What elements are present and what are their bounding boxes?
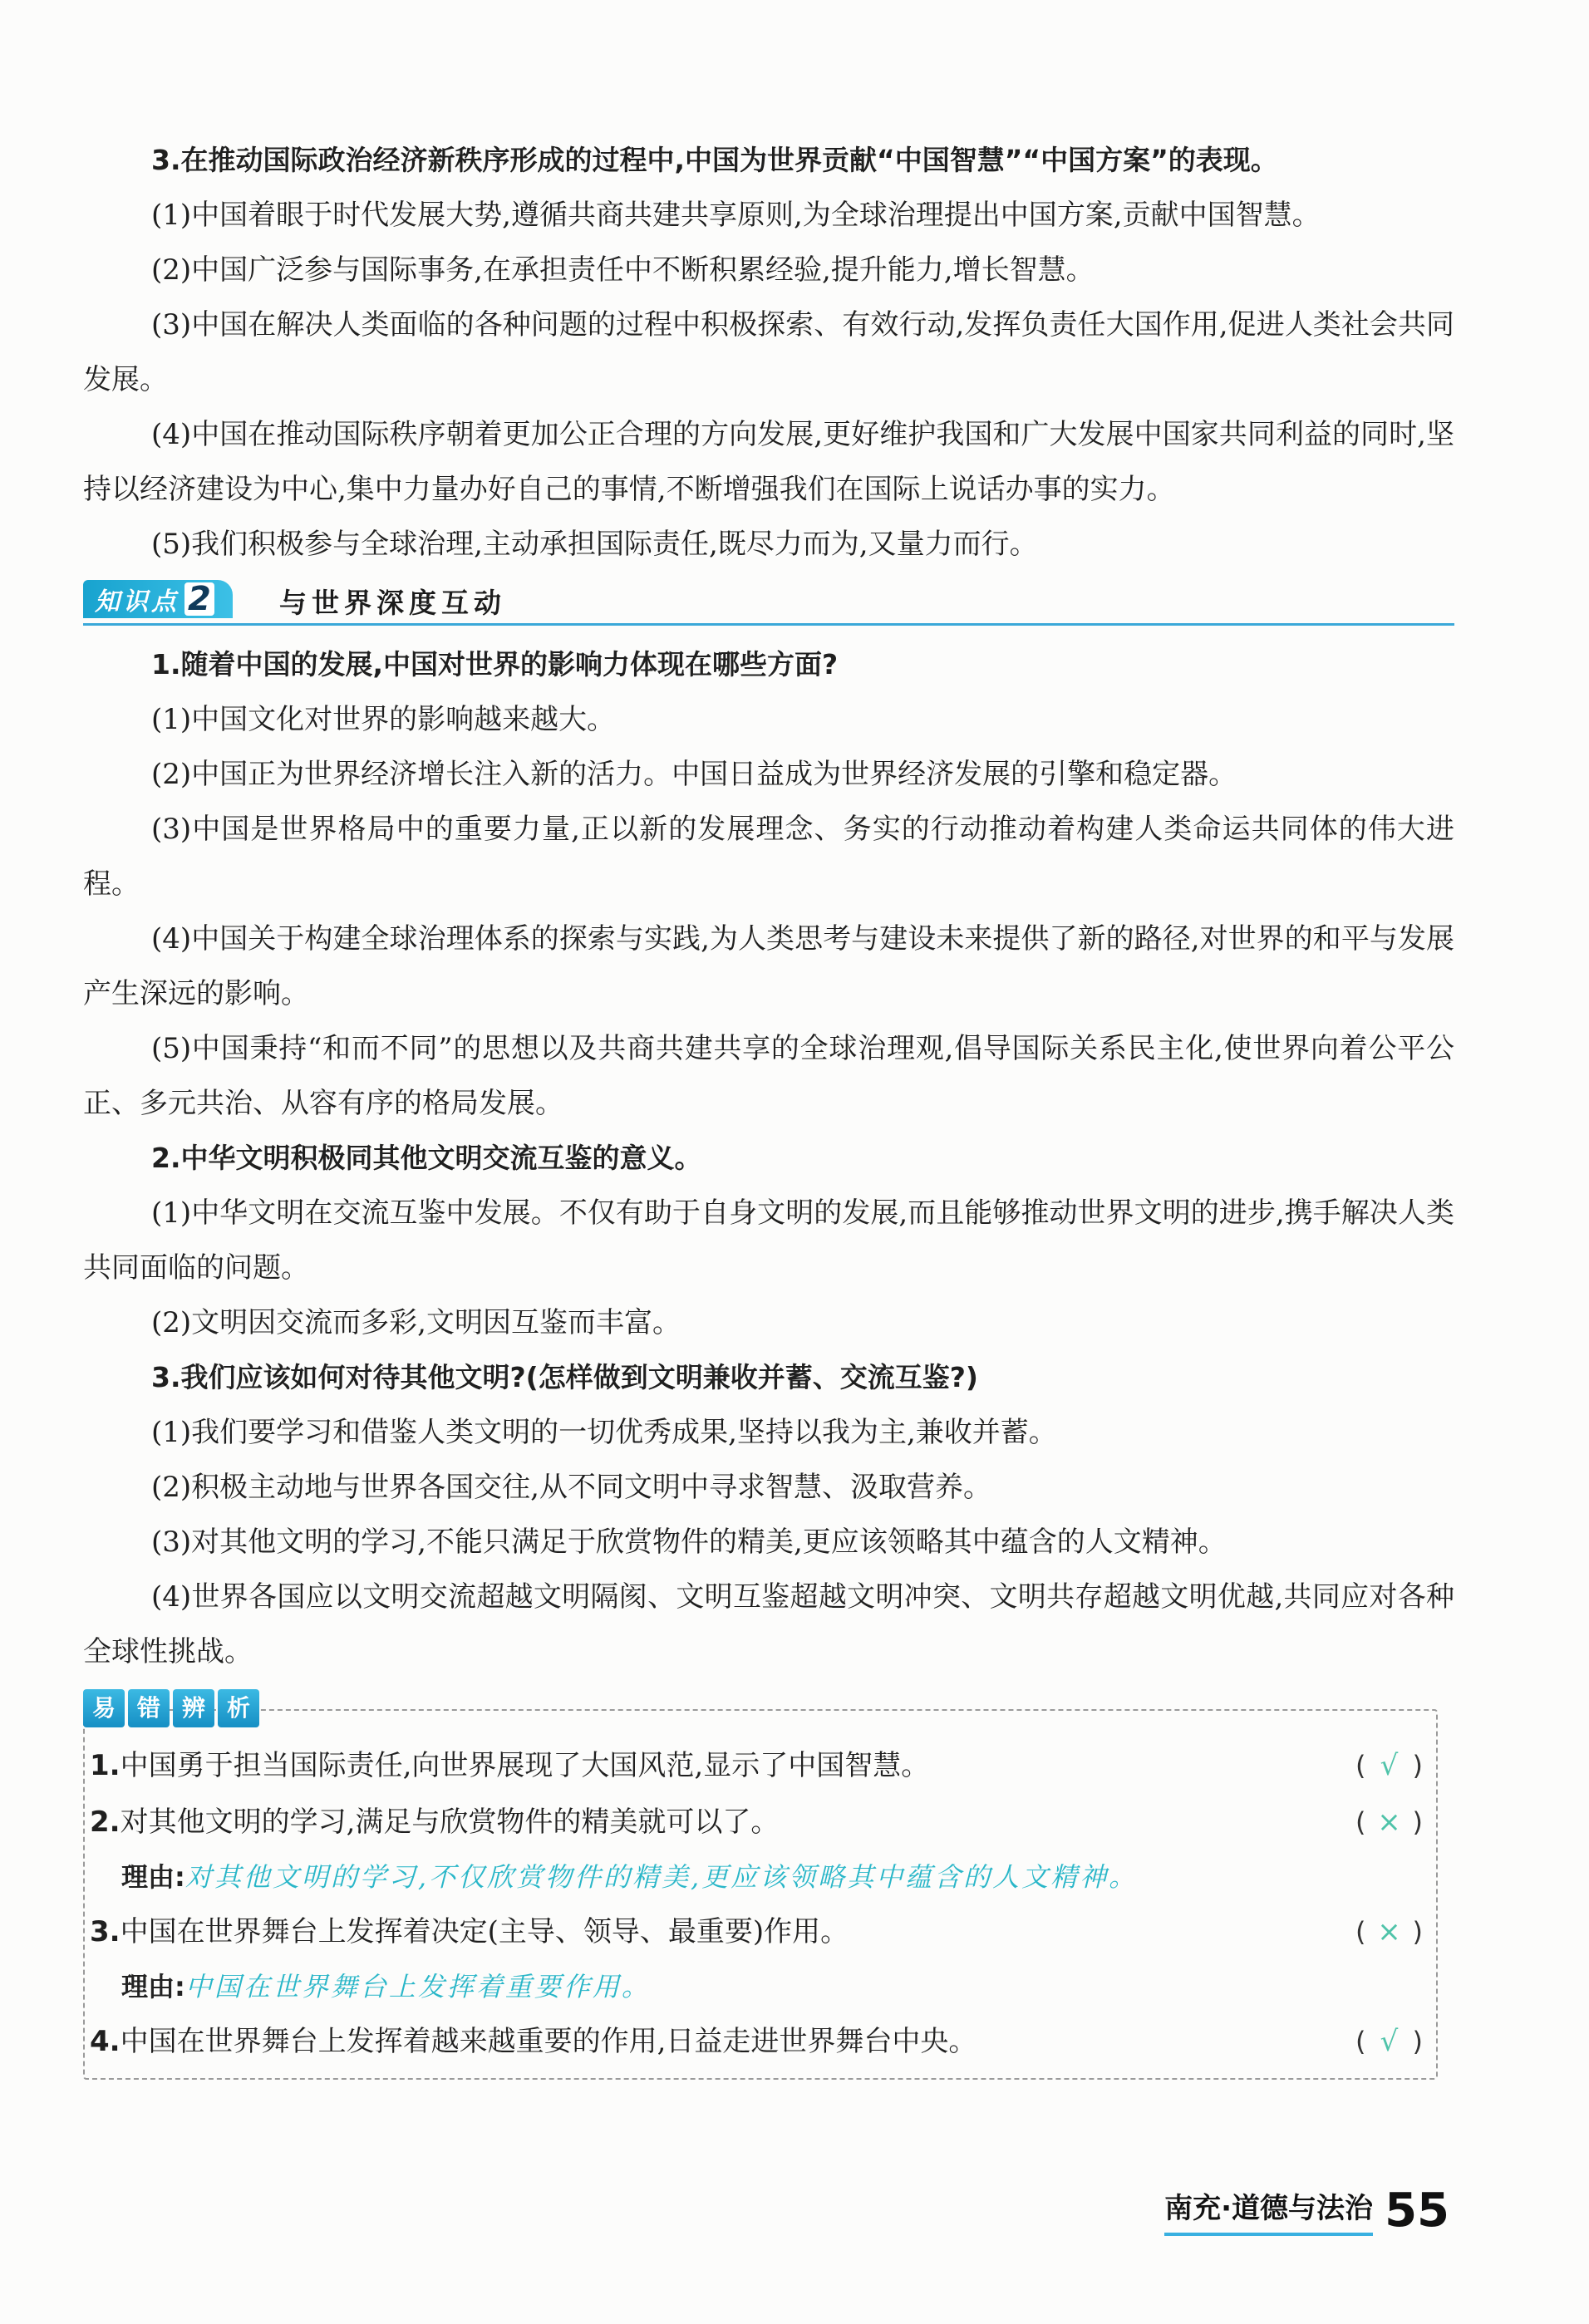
answer-item: (1)我们要学习和借鉴人类文明的一切优秀成果,坚持以我为主,兼收并蓄。 xyxy=(151,1416,1057,1449)
answer-item: (3)中国是世界格局中的重要力量,正以新的发展理念、务实的行动推动着构建人类命运共同体的伟大进程。 xyxy=(83,813,1454,901)
knowledge-point-badge xyxy=(83,580,233,618)
judgment-text: 中国在世界舞台上发挥着决定(主导、领导、最重要)作用。 xyxy=(120,1915,849,1948)
badge-char: 易 xyxy=(83,1689,125,1727)
judgment-row xyxy=(90,2013,1424,2070)
judgment-statement xyxy=(90,1737,929,1794)
check-icon: √ xyxy=(1380,1749,1400,1782)
answer-item: (3)中国在解决人类面临的各种问题的过程中积极探索、有效行动,发挥负责任大国作用,促进人类社会共同发展。 xyxy=(83,308,1454,396)
judgment-row xyxy=(90,1737,1424,1794)
answer-item: (2)文明因交流而多彩,文明因互鉴而丰富。 xyxy=(151,1306,681,1339)
reason-text: 中国在世界舞台上发挥着重要作用。 xyxy=(184,1971,651,2002)
knowledge-point-label: 知识点 xyxy=(95,587,180,617)
judgment-row xyxy=(90,1794,1424,1850)
answer-item: (2)积极主动地与世界各国交往,从不同文明中寻求智慧、汲取营养。 xyxy=(151,1471,991,1504)
judgment-row xyxy=(90,1904,1424,1960)
section-header-knowledge-point-2 xyxy=(83,578,1454,626)
error-analysis-box xyxy=(83,1694,1438,2080)
reason-text: 对其他文明的学习,不仅欣赏物件的精美,更应该领略其中蕴含的人文精神。 xyxy=(184,1861,1139,1893)
answer-item: (1)中华文明在交流互鉴中发展。不仅有助于自身文明的发展,而且能够推动世界文明的进步,携手解决人类共同面临的问题。 xyxy=(83,1196,1454,1285)
question-2: 2.中华文明积极同其他文明交流互鉴的意义。 xyxy=(151,1142,702,1174)
answer-item: (4)中国在推动国际秩序朝着更加公正合理的方向发展,更好维护我国和广大发展中国家共同利益的同时,坚持以经济建设为中心,集中力量办好自己的事情,不断增强我们在国际上说话办事的实力。 xyxy=(83,418,1454,506)
reason-line xyxy=(90,1960,1424,2013)
error-analysis-badge xyxy=(83,1689,259,1727)
judgment-mark: ( √ ) xyxy=(1355,2013,1424,2070)
judgment-number: 1. xyxy=(90,1749,121,1782)
answer-item: (1)中国着眼于时代发展大势,遵循共商共建共享原则,为全球治理提出中国方案,贡献中国智慧。 xyxy=(151,199,1321,232)
cross-icon: × xyxy=(1377,1915,1403,1948)
knowledge-point-number: 2 xyxy=(184,582,214,616)
content xyxy=(83,133,1454,2080)
answer-item: (3)对其他文明的学习,不能只满足于欣赏物件的精美,更应该领略其中蕴含的人文精神。 xyxy=(151,1526,1227,1559)
badge-char: 辨 xyxy=(173,1689,214,1727)
judgment-statement xyxy=(90,1904,849,1960)
question-3: 3.在推动国际政治经济新秩序形成的过程中,中国为世界贡献“中国智慧”“中国方案”的表现。 xyxy=(151,144,1278,176)
answer-item: (4)中国关于构建全球治理体系的探索与实践,为人类思考与建设未来提供了新的路径,对世界的和平与发展产生深远的影响。 xyxy=(83,922,1454,1010)
judgment-mark: ( × ) xyxy=(1355,1904,1424,1960)
judgment-statement xyxy=(90,1794,779,1850)
judgment-text: 对其他文明的学习,满足与欣赏物件的精美就可以了。 xyxy=(120,1806,780,1839)
answer-item: (2)中国正为世界经济增长注入新的活力。中国日益成为世界经济发展的引擎和稳定器。 xyxy=(151,758,1237,791)
badge-char: 析 xyxy=(218,1689,259,1727)
judgment-mark: ( √ ) xyxy=(1355,1737,1424,1794)
judgment-text: 中国勇于担当国际责任,向世界展现了大国风范,显示了中国智慧。 xyxy=(120,1749,930,1782)
question-3b: 3.我们应该如何对待其他文明?(怎样做到文明兼收并蓄、交流互鉴?) xyxy=(151,1361,978,1393)
judgment-mark: ( × ) xyxy=(1355,1794,1424,1850)
footer-label: 南充·道德与法治 xyxy=(1164,2185,1373,2236)
section-title: 与世界深度互动 xyxy=(279,587,506,619)
reason-label: 理由: xyxy=(121,1861,185,1893)
check-icon: √ xyxy=(1380,2025,1400,2058)
page-footer xyxy=(1164,2185,1449,2236)
judgment-number: 4. xyxy=(90,2025,121,2058)
judgment-text: 中国在世界舞台上发挥着越来越重要的作用,日益走进世界舞台中央。 xyxy=(120,2025,977,2058)
reason-label: 理由: xyxy=(121,1971,185,2002)
answer-item: (4)世界各国应以文明交流超越文明隔阂、文明互鉴超越文明冲突、文明共存超越文明优越,共同应对各种全球性挑战。 xyxy=(83,1580,1454,1668)
badge-char: 错 xyxy=(128,1689,170,1727)
answer-item: (2)中国广泛参与国际事务,在承担责任中不断积累经验,提升能力,增长智慧。 xyxy=(151,253,1095,287)
cross-icon: × xyxy=(1377,1806,1403,1839)
reason-line xyxy=(90,1850,1424,1904)
judgment-statement xyxy=(90,2013,977,2070)
answer-item: (5)中国秉持“和而不同”的思想以及共商共建共享的全球治理观,倡导国际关系民主化,使世界向着公平公正、多元共治、从容有序的格局发展。 xyxy=(83,1032,1454,1120)
page-number: 55 xyxy=(1385,2184,1449,2238)
answer-item: (5)我们积极参与全球治理,主动承担国际责任,既尽力而为,又量力而行。 xyxy=(151,528,1038,561)
judgment-number: 3. xyxy=(90,1915,121,1948)
judgment-number: 2. xyxy=(90,1806,121,1839)
answer-item: (1)中国文化对世界的影响越来越大。 xyxy=(151,703,616,736)
question-1: 1.随着中国的发展,中国对世界的影响力体现在哪些方面? xyxy=(151,648,839,680)
